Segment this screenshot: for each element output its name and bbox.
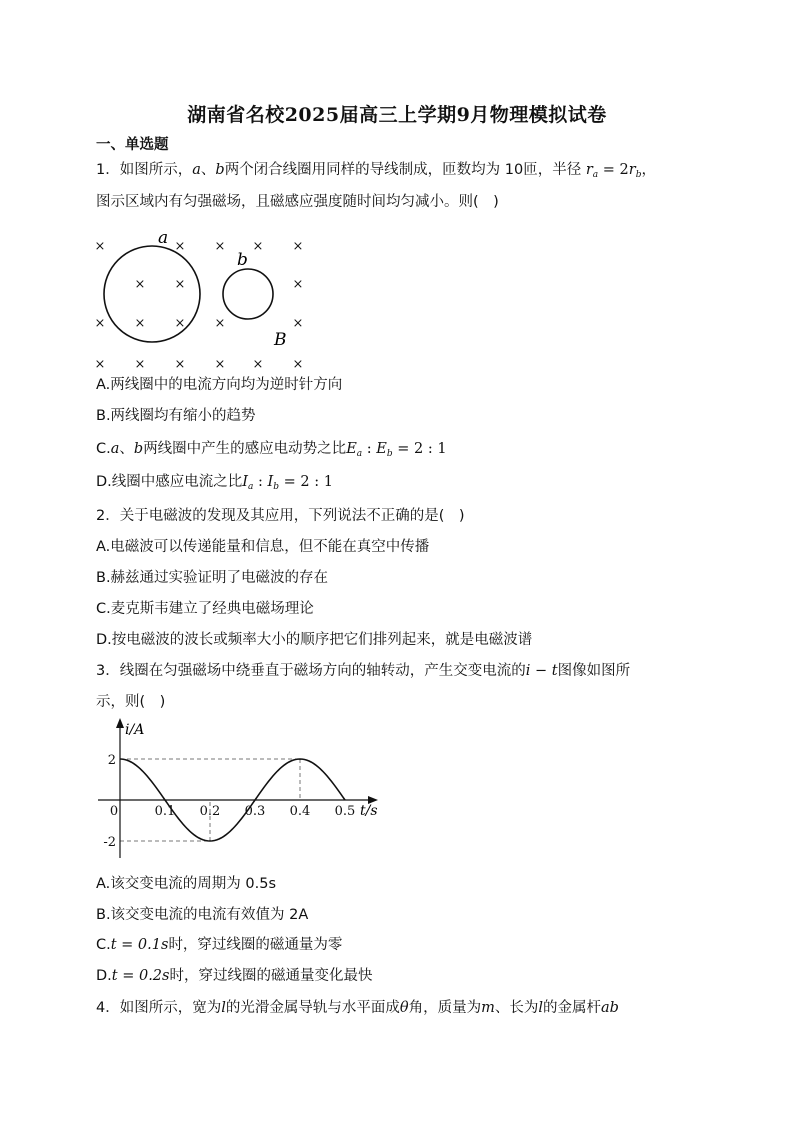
field-cross: ×: [292, 316, 304, 331]
q1-stem-line1: 1．如图所示，a、b两个闭合线圈用同样的导线制成，匝数均为 10匝，半径 $r_a = 2r_b$，: [96, 162, 656, 180]
q1-stem-line2: 图示区域内有匀强磁场，且磁感应强度随时间均匀减小。则( ): [96, 194, 499, 210]
q1-coil-figure: [88, 226, 318, 368]
q3-it-chart: [90, 718, 390, 868]
q3-option-c: C.t = 0.1s时，穿过线圈的磁通量为零: [96, 937, 343, 953]
field-cross: ×: [214, 357, 226, 368]
field-cross: ×: [252, 357, 264, 368]
x-tick-label: 0.5: [334, 804, 356, 819]
q1-option-c: C.a、b两线圈中产生的感应电动势之比$E_a$ : $E_b = 2$ : 1: [96, 441, 447, 459]
x-tick-label: 0.3: [244, 804, 266, 819]
q3-option-a: A.该交变电流的周期为 0.5s: [96, 876, 276, 892]
field-cross: ×: [134, 316, 146, 331]
field-cross: ×: [214, 239, 226, 254]
y-axis-arrow: [116, 718, 124, 728]
section-heading: 一、单选题: [96, 137, 169, 153]
q3-option-d: D.t = 0.2s时，穿过线圈的磁通量变化最快: [96, 968, 373, 984]
field-cross: ×: [252, 239, 264, 254]
field-cross: ×: [94, 316, 106, 331]
x-tick-label: 0.2: [199, 804, 221, 819]
q2-option-c: C.麦克斯韦建立了经典电磁场理论: [96, 601, 314, 617]
q3-stem-line1: 3．线圈在匀强磁场中绕垂直于磁场方向的轴转动，产生交变电流的i − t图像如图所: [96, 663, 631, 679]
field-cross: ×: [174, 357, 186, 368]
coil-a: [104, 246, 200, 342]
field-cross: ×: [174, 277, 186, 292]
y-axis-label: i/A: [125, 722, 145, 738]
q3-option-b: B.该交变电流的电流有效值为 2A: [96, 907, 309, 923]
q2-option-b: B.赫兹通过实验证明了电磁波的存在: [96, 570, 329, 586]
field-cross: ×: [292, 277, 304, 292]
coil-b: [223, 269, 273, 319]
x-tick-label: 0: [109, 804, 119, 819]
x-tick-label: 0.4: [289, 804, 311, 819]
field-cross: ×: [134, 357, 146, 368]
q2-option-d: D.按电磁波的波长或频率大小的顺序把它们排列起来，就是电磁波谱: [96, 632, 533, 648]
q4-stem-line1: 4．如图所示，宽为l的光滑金属导轨与水平面成θ角，质量为m、长为l的金属杆ab: [96, 1000, 619, 1016]
q2-stem: 2．关于电磁波的发现及其应用，下列说法不正确的是( ): [96, 508, 465, 524]
field-cross: ×: [134, 277, 146, 292]
field-cross: ×: [174, 239, 186, 254]
field-cross: ×: [94, 239, 106, 254]
y-tick-label: 2: [107, 753, 116, 768]
field-cross: ×: [292, 239, 304, 254]
q1-option-b: B.两线圈均有缩小的趋势: [96, 408, 256, 424]
q1-option-a: A.两线圈中的电流方向均为逆时针方向: [96, 377, 343, 393]
coil-a-label: a: [158, 228, 169, 248]
field-cross: ×: [292, 357, 304, 368]
page-title: 湖南省名校2025届高三上学期9月物理模拟试卷: [187, 104, 607, 126]
x-axis-label: t/s: [360, 803, 378, 819]
q2-option-a: A.电磁波可以传递能量和信息，但不能在真空中传播: [96, 539, 430, 555]
field-label: B: [274, 330, 287, 350]
y-tick-label: -2: [103, 835, 116, 850]
radius-formula: $r_a = 2r_b$: [585, 162, 642, 180]
q1-option-d: D.线圈中感应电流之比$I_a$ : $I_b = 2$ : 1: [96, 474, 333, 492]
field-cross: ×: [94, 357, 106, 368]
x-tick-label: 0.1: [154, 804, 176, 819]
field-cross: ×: [214, 316, 226, 331]
q3-stem-line2: 示，则( ): [96, 694, 166, 710]
field-cross: ×: [174, 316, 186, 331]
coil-b-label: b: [237, 250, 248, 270]
